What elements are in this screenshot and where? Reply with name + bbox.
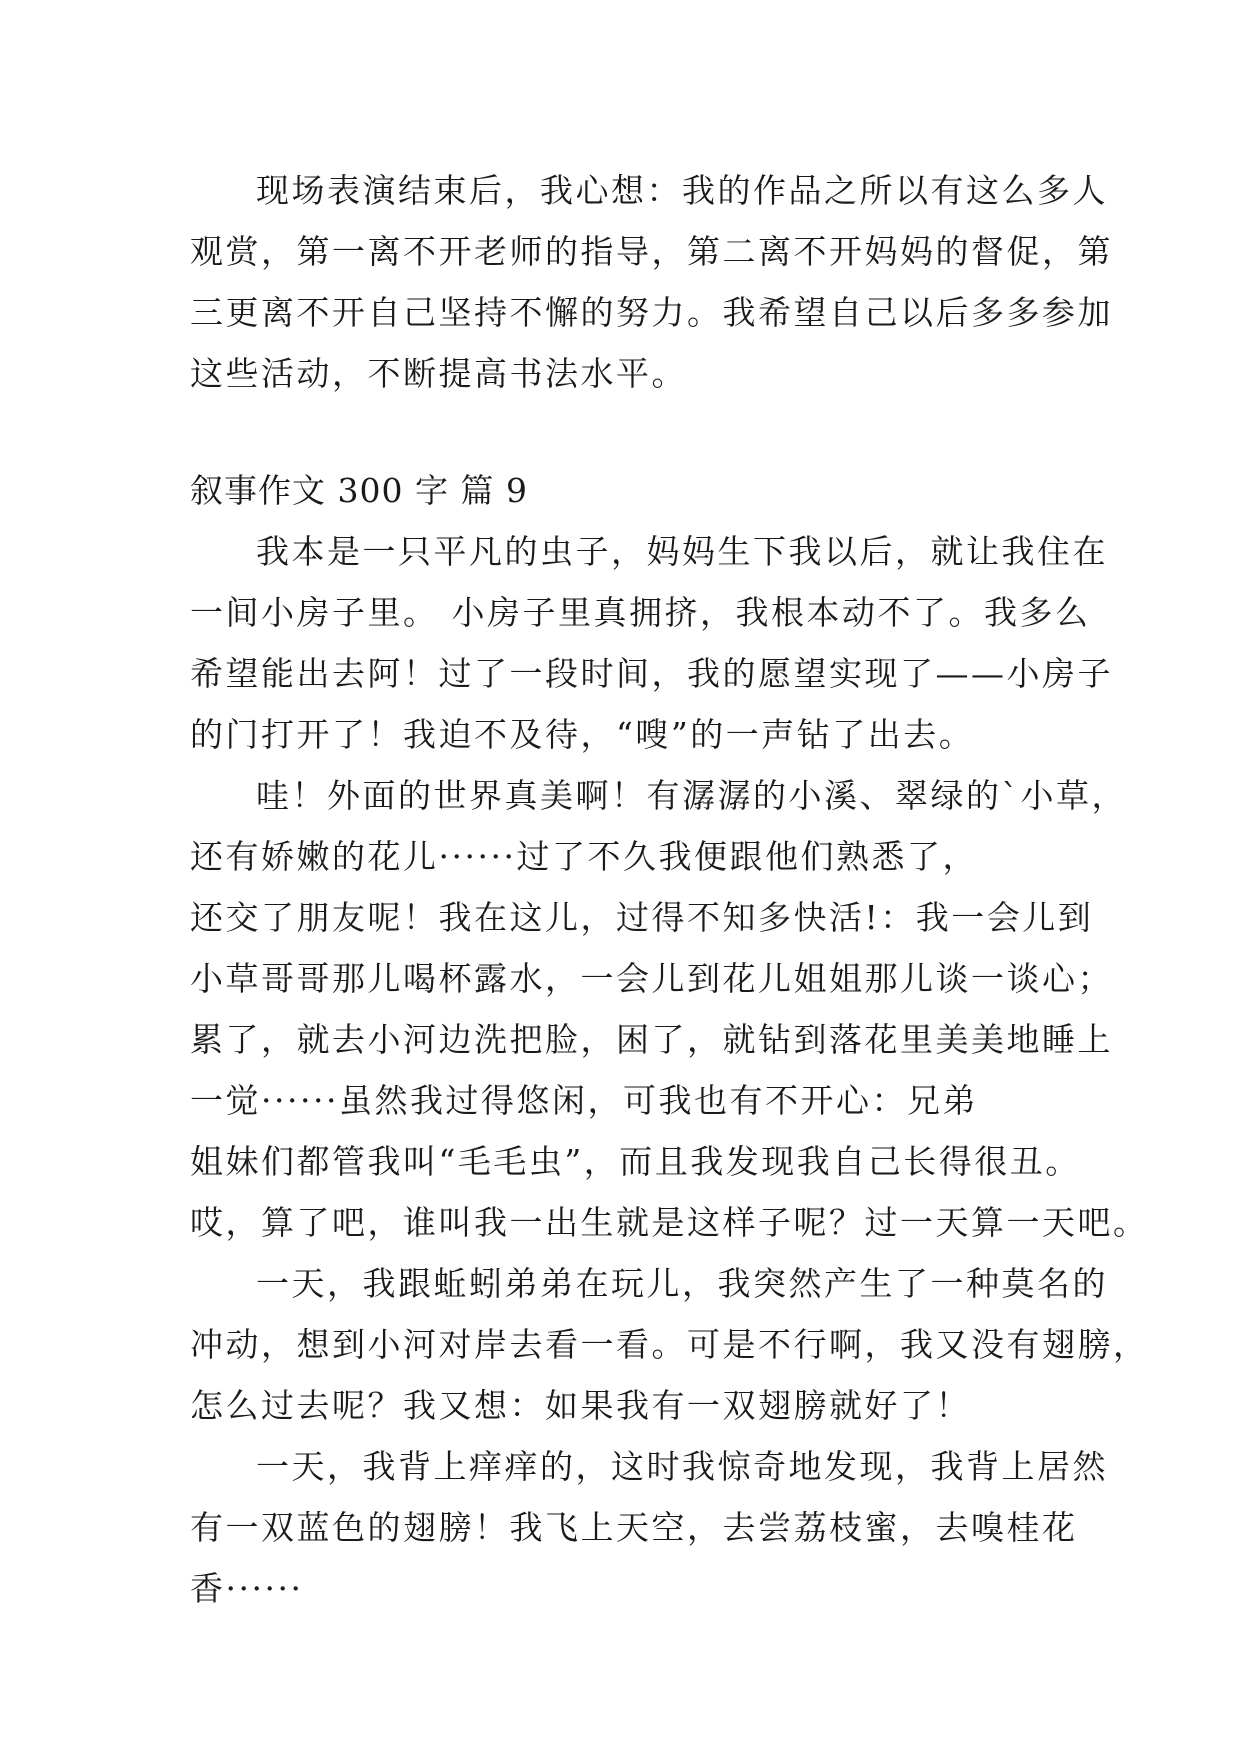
text-line: 姐妹们都管我叫“毛毛虫”，而且我发现我自己长得很丑。 — [190, 1142, 1081, 1181]
text-line: 的门打开了！我迫不及待，“嗖”的一声钻了出去。 — [190, 715, 975, 754]
text-line: 冲动，想到小河对岸去看一看。可是不行啊，我又没有翅膀， — [190, 1325, 1149, 1364]
text-line: 小草哥哥那儿喝杯露水，一会儿到花儿姐姐那儿谈一谈心； — [190, 959, 1113, 998]
text-line: 一间小房子里。 小房子里真拥挤，我根本动不了。我多么 — [190, 593, 1091, 632]
text-line: 我本是一只平凡的虫子，妈妈生下我以后，就让我住在 — [256, 532, 1108, 571]
text-line: 还交了朋友呢！我在这儿，过得不知多快活!：我一会儿到 — [190, 898, 1094, 937]
document-page — [190, 160, 1149, 1619]
spacer — [190, 404, 1060, 460]
text-line: 怎么过去呢？我又想：如果我有一双翅膀就好了！ — [190, 1386, 971, 1425]
text-line: 一觉······虽然我过得悠闲，可我也有不开心：兄弟 — [190, 1081, 978, 1120]
text-line: 三更离不开自己坚持不懈的努力。我希望自己以后多多参加 — [190, 293, 1113, 332]
text-line: 希望能出去阿！过了一段时间，我的愿望实现了——小房子 — [190, 654, 1113, 693]
text-line: 观赏，第一离不开老师的指导，第二离不开妈妈的督促，第 — [190, 232, 1113, 271]
text-line: 哎，算了吧，谁叫我一出生就是这样子呢？过一天算一天吧。 — [190, 1203, 1149, 1242]
text-line: 一天，我背上痒痒的，这时我惊奇地发现，我背上居然 — [256, 1447, 1108, 1486]
text-line: 这些活动，不断提高书法水平。 — [190, 354, 687, 393]
paragraph-2 — [190, 765, 1149, 1253]
text-line: 一天，我跟蚯蚓弟弟在玩儿，我突然产生了一种莫名的 — [256, 1264, 1108, 1303]
paragraph-4 — [190, 1436, 1108, 1619]
text-line: 现场表演结束后，我心想：我的作品之所以有这么多人 — [256, 171, 1108, 210]
text-line: 有一双蓝色的翅膀！我飞上天空，去尝荔枝蜜，去嗅桂花 — [190, 1508, 1078, 1547]
text-line: 还有娇嫩的花儿······过了不久我便跟他们熟悉了， — [190, 837, 978, 876]
paragraph-1 — [190, 521, 1113, 765]
paragraph-3 — [190, 1253, 1149, 1436]
text-line: 香······ — [190, 1569, 304, 1608]
paragraph-previous — [190, 160, 1113, 404]
text-line: 哇！外面的世界真美啊！有潺潺的小溪、翠绿的`小草， — [256, 776, 1127, 815]
text-line: 累了，就去小河边洗把脸，困了，就钻到落花里美美地睡上 — [190, 1020, 1113, 1059]
section-heading: 叙事作文 300 字 篇 9 — [190, 471, 528, 510]
